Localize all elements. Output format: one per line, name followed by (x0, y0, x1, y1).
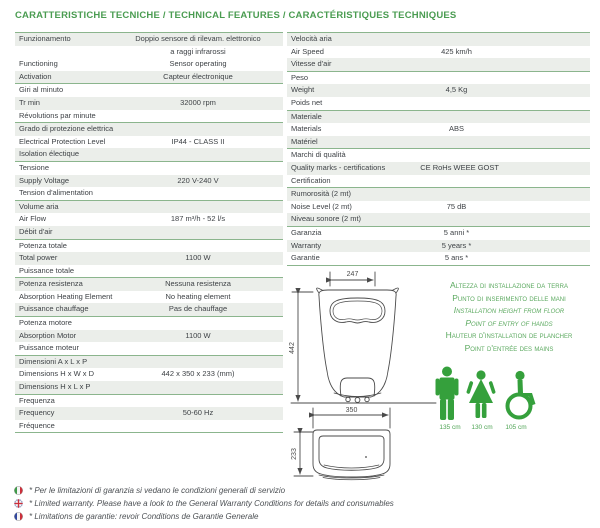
spec-value: Pas de chauffage (168, 304, 228, 314)
spec-label: Débit d'air (19, 226, 53, 236)
man-height-label: 135 cm (439, 424, 461, 431)
spec-label: Puissance totale (19, 265, 75, 275)
spec-label: Matériel (291, 136, 318, 146)
spec-row (15, 122, 283, 136)
page-title: CARATTERISTICHE TECNICHE / TECHNICAL FEATURES / CARACTÉRISTIQUES TECHNIQUES (15, 10, 457, 21)
spec-label: Tensione (19, 162, 50, 172)
spec-row (287, 71, 590, 85)
spec-row (15, 83, 283, 97)
spec-label: Air Speed (291, 46, 324, 56)
spec-label: Velocità aria (291, 34, 332, 43)
spec-row (15, 46, 283, 59)
spec-value: 75 dB (446, 201, 467, 211)
wheelchair-height-label: 105 cm (505, 424, 527, 431)
svg-text:233: 233 (291, 448, 298, 460)
spec-row (15, 342, 283, 355)
spec-value: 5 anni * (443, 227, 470, 237)
spec-row (15, 187, 283, 200)
hand-dryer-technical-drawing (286, 256, 442, 496)
spec-label: Potenza resistenza (19, 279, 83, 289)
spec-row (15, 368, 283, 381)
spec-row (15, 200, 283, 214)
spec-value: Doppio sensore di rilevam. elettronico (135, 34, 261, 43)
spec-row (287, 162, 590, 175)
spec-label: Materiale (291, 111, 322, 121)
height-icon-labels (432, 424, 542, 434)
french-flag-icon (14, 512, 23, 521)
spec-row (15, 407, 283, 420)
spec-label: Révolutions par minute (19, 110, 96, 120)
spec-row (287, 46, 590, 59)
spec-row (15, 97, 283, 110)
svg-text:442: 442 (289, 342, 296, 354)
spec-label: Poids net (291, 97, 323, 107)
spec-row (287, 123, 590, 136)
spec-value: IP44 - CLASS II (171, 136, 225, 146)
dimension-depth (291, 432, 313, 476)
spec-label: Activation (19, 71, 52, 81)
spec-value: 442 x 350 x 233 (mm) (161, 369, 235, 379)
spec-row (287, 187, 590, 201)
spec-row (15, 71, 283, 84)
spec-row (287, 201, 590, 214)
spec-value: No heating element (165, 291, 231, 301)
spec-row (15, 58, 283, 71)
spec-label: Isolation électique (19, 149, 80, 159)
spec-label: Grado di protezione elettrica (19, 124, 114, 134)
spec-value: 1100 W (185, 330, 211, 340)
spec-label: Frequency (19, 408, 55, 418)
spec-label: Noise Level (2 mt) (291, 201, 352, 211)
spec-row (15, 303, 283, 316)
spec-label: Absorption Motor (19, 330, 77, 340)
installation-height-icons (432, 366, 542, 422)
spec-label: Tension d'alimentation (19, 188, 93, 198)
spec-row (287, 226, 590, 240)
spec-row (15, 239, 283, 253)
spec-row (15, 394, 283, 408)
spec-row (287, 213, 590, 226)
spec-value: CE RoHs WEEE GOST (420, 162, 499, 172)
spec-label: Absorption Heating Element (19, 291, 113, 301)
spec-row (287, 175, 590, 188)
spec-value: Nessuna resistenza (165, 279, 231, 289)
spec-row (287, 97, 590, 110)
uk-flag-icon (14, 499, 23, 508)
spec-label: Giri al minuto (19, 85, 64, 95)
spec-label: Potenza motore (19, 318, 72, 328)
dimension-width (313, 407, 390, 428)
spec-label: Warranty (291, 240, 322, 250)
svg-text:350: 350 (345, 407, 358, 414)
spec-row (15, 252, 283, 265)
installation-note-line: Hauteur d'installation de plancher (445, 330, 573, 341)
spec-label: Air Flow (19, 214, 47, 224)
spec-row (15, 277, 283, 291)
spec-label: Puissance moteur (19, 343, 80, 353)
spec-row (287, 110, 590, 124)
spec-value: 5 years * (441, 240, 472, 250)
footnote (14, 484, 574, 497)
installation-note-line: Punto di inserimento delle mani (452, 292, 566, 303)
spec-label: Volume aria (19, 201, 59, 211)
footnote-text: * Limited warranty. Please have a look to the General Warranty Conditions for details and consumables (29, 499, 394, 508)
spec-row (15, 316, 283, 330)
installation-note-line: Installation height from floor (453, 305, 565, 316)
spec-label: Vitesse d'air (291, 59, 332, 69)
spec-row (15, 381, 283, 394)
spec-label: Dimensioni A x L x P (19, 356, 88, 366)
spec-label: Potenza totale (19, 240, 67, 250)
spec-label: Electrical Protection Level (19, 136, 106, 146)
spec-value: 1100 W (185, 253, 211, 263)
man-icon (436, 367, 459, 421)
spec-value: 50-60 Hz (182, 408, 214, 418)
spec-row (15, 355, 283, 369)
spec-row (15, 330, 283, 343)
spec-label: Funzionamento (19, 34, 71, 43)
spec-row (15, 148, 283, 161)
warranty-footnotes (14, 484, 574, 523)
spec-table-right (287, 32, 590, 266)
woman-icon (466, 370, 496, 418)
spec-label: Marchi di qualità (291, 150, 346, 160)
spec-label: Tr min (19, 97, 40, 107)
spec-table-left (15, 32, 283, 433)
spec-value: 425 km/h (441, 46, 472, 56)
spec-label: Weight (291, 85, 315, 95)
footnote (14, 497, 574, 510)
footnote-text: * Per le limitazioni di garanzia si vedano le condizioni generali di servizio (29, 486, 286, 495)
spec-label: Total power (19, 253, 58, 263)
spec-label: Functioning (19, 59, 58, 69)
spec-row (15, 32, 283, 46)
dimension-opening-width (330, 271, 375, 286)
installation-note-line: Point of entry of hands (465, 317, 553, 328)
spec-value: 220 V-240 V (177, 175, 219, 185)
svg-text:247: 247 (346, 271, 359, 278)
spec-label: Rumorosità (2 mt) (291, 189, 352, 199)
top-view (313, 430, 390, 480)
spec-row (15, 175, 283, 188)
wheelchair-icon (508, 371, 536, 418)
spec-row (15, 110, 283, 123)
installation-note (420, 279, 598, 355)
spec-label: Dimensions H x L x P (19, 382, 91, 392)
spec-row (15, 161, 283, 175)
footnote-text: * Limitations de garantie: revoir Conditions de Garantie Generale (29, 512, 259, 521)
spec-row (15, 226, 283, 239)
spec-label: Peso (291, 72, 309, 82)
spec-label: Dimensions H x W x D (19, 369, 95, 379)
installation-note-line: Altezza di installazione da terra (450, 280, 568, 290)
spec-value: 32000 rpm (180, 97, 216, 107)
spec-row (15, 420, 283, 433)
spec-row (287, 84, 590, 97)
spec-value: ABS (448, 124, 464, 134)
woman-height-label: 130 cm (471, 424, 493, 431)
spec-value: a raggi infrarossi (170, 46, 226, 56)
spec-value: 187 m³/h - 52 l/s (170, 214, 226, 224)
spec-row (15, 265, 283, 278)
spec-label: Garanzia (291, 227, 322, 237)
spec-value: 4,5 Kg (445, 85, 468, 95)
spec-row (287, 58, 590, 71)
spec-label: Frequenza (19, 395, 55, 405)
spec-label: Puissance chauffage (19, 304, 89, 314)
spec-label: Materials (291, 124, 322, 134)
italian-flag-icon (14, 486, 23, 495)
spec-row (287, 240, 590, 253)
spec-label: Fréquence (19, 420, 55, 430)
spec-label: Garantie (291, 253, 320, 263)
spec-row (15, 291, 283, 304)
spec-row (287, 136, 590, 149)
spec-row (287, 148, 590, 162)
front-view (317, 288, 399, 402)
spec-label: Certification (291, 175, 331, 185)
spec-value: Sensor operating (169, 59, 227, 69)
dimension-height (289, 292, 313, 401)
spec-row (287, 32, 590, 46)
spec-value: 5 ans * (444, 253, 469, 263)
spec-label: Quality marks - certifications (291, 162, 386, 172)
spec-row (15, 213, 283, 226)
spec-value: Capteur électronique (163, 71, 233, 81)
spec-label: Supply Voltage (19, 175, 70, 185)
installation-note-line: Point d'entrée des mains (464, 342, 554, 353)
footnote (14, 510, 574, 523)
spec-row (15, 136, 283, 149)
spec-label: Niveau sonore (2 mt) (291, 214, 362, 224)
